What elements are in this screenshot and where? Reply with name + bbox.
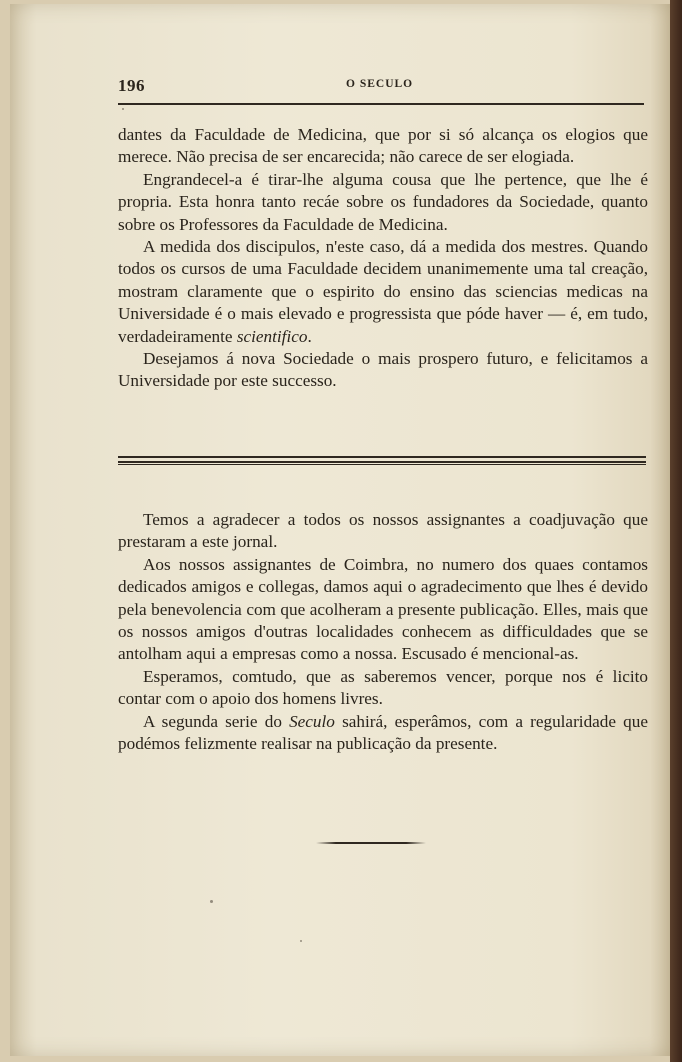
article-end <box>118 124 648 393</box>
paragraph: dantes da Faculdade de Medicina, que por si só alcança os elogios que merece. Não precisa de ser encarecida; não carece de ser elogiada. <box>118 125 648 167</box>
emphasis: scientifico <box>236 326 308 346</box>
emphasis: Seculo <box>289 711 335 731</box>
ink-speck <box>210 900 213 903</box>
paragraph: A medida dos discipulos, n'este caso, dá a medida dos mestres. Quando todos os cursos de uma Faculdade decidem unanimemente uma tal creação, mostram claramente que o espirito do ensino das sciencias medicas na Universidade é o mais elevado e progressista que póde haver — é, em tudo, verdadeiramente scientifico. <box>118 237 648 346</box>
paragraph: A segunda serie do Seculo sahirá, esperâmos, com a regularidade que podémos felizmente realisar na publicação da presente. <box>118 711 648 754</box>
paragraph: Aos nossos assignantes de Coimbra, no numero dos quaes contamos dedicados amigos e collegas, damos aqui o agradecimento que lhes é devido pela benevolencia com que acolheram a presente publicação. Elles, mais que os nossos amigos d'outras localidades conhecem as difficuldades que se antolham aqui a empresas como a nossa. Escusado é mencional-as. <box>118 554 648 664</box>
ink-speck <box>300 940 302 942</box>
header-rule <box>118 103 644 105</box>
paragraph: Desejamos á nova Sociedade o mais prospero futuro, e felicitamos a Universidade por este successo. <box>118 349 648 391</box>
section-separator <box>118 456 646 466</box>
paragraph: Esperamos, comtudo, que as saberemos vencer, porque nos é licito contar com o apoio dos homens livres. <box>118 666 648 709</box>
end-rule <box>316 842 426 844</box>
page-header <box>118 76 646 96</box>
ink-speck <box>122 108 124 110</box>
notice-to-subscribers <box>118 509 648 755</box>
paragraph: Temos a agradecer a todos os nossos assignantes a coadjuvação que prestaram a este jornal. <box>118 510 648 552</box>
page-number: 196 <box>118 76 145 95</box>
running-title: O SECULO <box>346 78 414 90</box>
paragraph: Engrandecel-a é tirar-lhe alguma cousa que lhe pertence, que lhe é propria. Esta honra tanto recáe sobre os fundadores da Sociedade, quanto sobre os Professores da Faculdade de Medicina. <box>118 169 648 234</box>
page-edge <box>670 0 682 1062</box>
